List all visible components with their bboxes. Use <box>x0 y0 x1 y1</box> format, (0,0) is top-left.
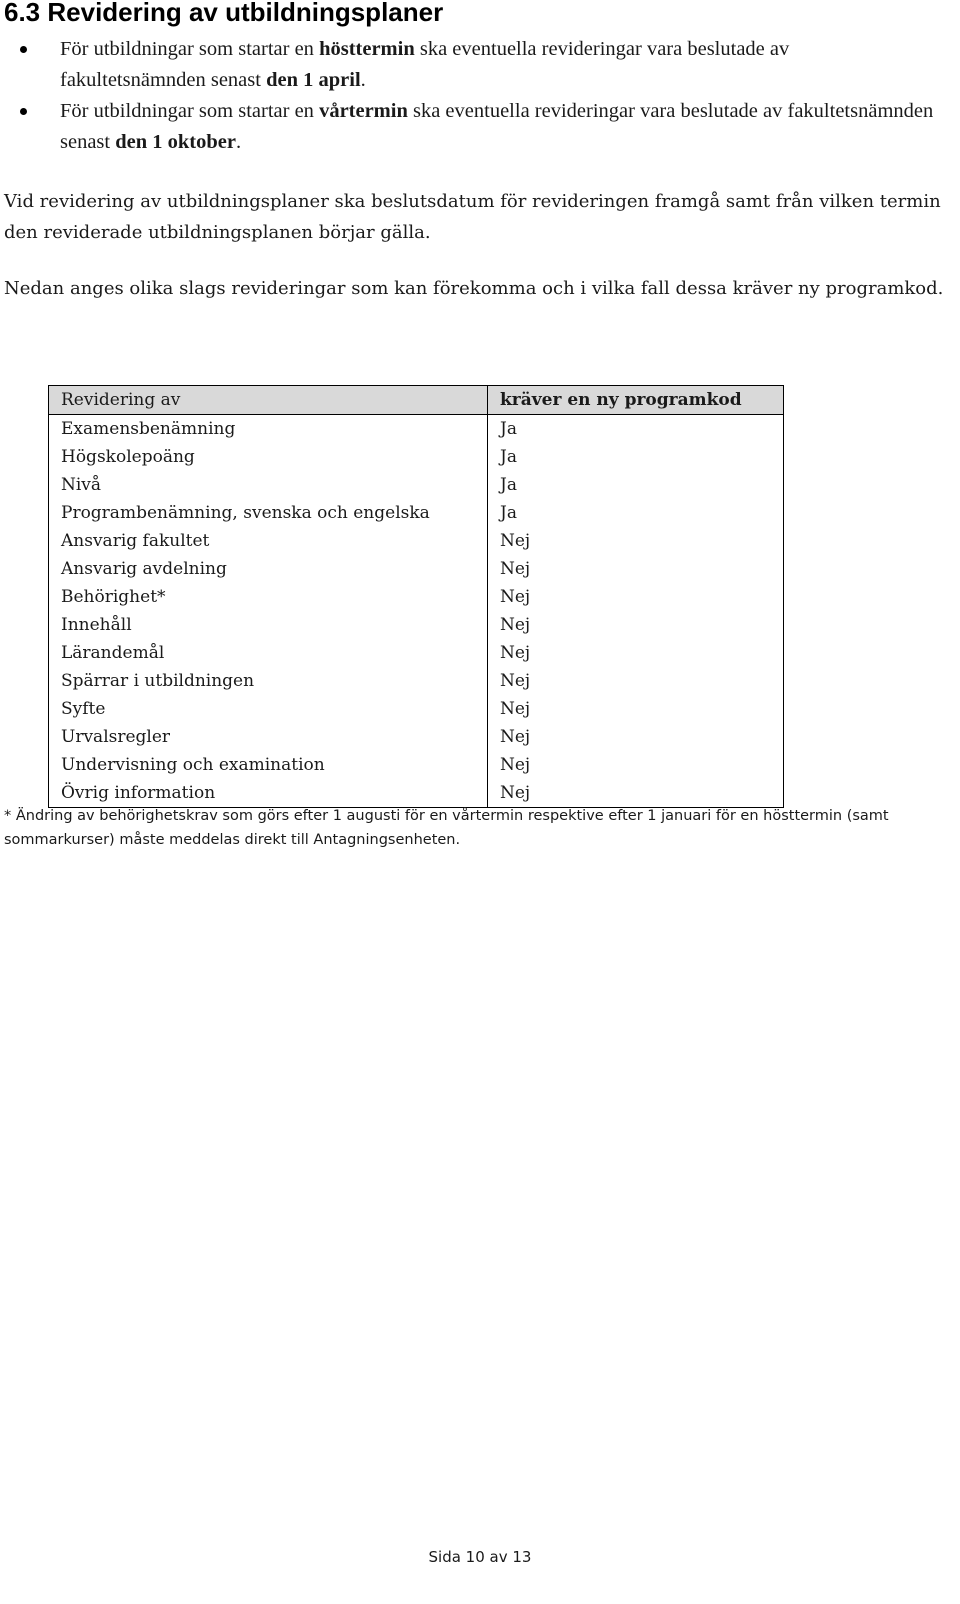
table-row <box>49 695 784 723</box>
bullet-date: den 1 april <box>266 69 361 91</box>
deadline-list <box>0 34 960 158</box>
requires-code-cell: Ja <box>488 415 784 444</box>
revision-cell: Urvalsregler <box>49 723 488 751</box>
revision-cell: Innehåll <box>49 611 488 639</box>
bullet-date: den 1 oktober <box>115 131 236 153</box>
revision-date-paragraph: Vid revidering av utbildningsplaner ska beslutsdatum för revideringen framgå samt från vilken termin den reviderade utbildningsplanen börjar gälla. <box>4 191 941 243</box>
bullet-text: För utbildningar som startar en <box>60 100 320 122</box>
table-row <box>49 415 784 444</box>
table-header-row <box>49 386 784 415</box>
bullet-icon <box>20 46 27 53</box>
bullet-text: . <box>360 69 366 91</box>
bullet-text: ska eventuella revideringar vara beslutade av fakultetsnämnden senast <box>60 100 934 153</box>
revision-cell: Behörighet* <box>49 583 488 611</box>
table-row <box>49 555 784 583</box>
bullet-term: vårtermin <box>319 100 408 122</box>
table-row <box>49 499 784 527</box>
table-row <box>49 443 784 471</box>
table-row <box>49 639 784 667</box>
revision-cell: Lärandemål <box>49 639 488 667</box>
revision-cell: Ansvarig fakultet <box>49 527 488 555</box>
revision-cell: Övrig information <box>49 779 488 808</box>
revision-cell: Högskolepoäng <box>49 443 488 471</box>
revision-cell: Spärrar i utbildningen <box>49 667 488 695</box>
requires-code-cell: Nej <box>488 555 784 583</box>
revision-cell: Undervisning och examination <box>49 751 488 779</box>
requires-code-cell: Nej <box>488 583 784 611</box>
bullet-term: hösttermin <box>319 38 415 60</box>
revision-cell: Ansvarig avdelning <box>49 555 488 583</box>
table-row <box>49 527 784 555</box>
revision-cell: Programbenämning, svenska och engelska <box>49 499 488 527</box>
list-item <box>0 96 940 158</box>
bullet-text: För utbildningar som startar en <box>60 38 320 60</box>
table-row <box>49 611 784 639</box>
requires-code-cell: Nej <box>488 779 784 808</box>
requires-code-cell: Ja <box>488 499 784 527</box>
table-row <box>49 723 784 751</box>
requires-code-cell: Ja <box>488 471 784 499</box>
requires-code-cell: Nej <box>488 751 784 779</box>
table-row <box>49 667 784 695</box>
requires-code-cell: Ja <box>488 443 784 471</box>
requires-code-cell: Nej <box>488 527 784 555</box>
list-item <box>0 34 940 96</box>
revision-cell: Examensbenämning <box>49 415 488 444</box>
requires-code-cell: Nej <box>488 639 784 667</box>
revision-cell: Nivå <box>49 471 488 499</box>
page-number: Sida 10 av 13 <box>428 1548 532 1566</box>
revision-cell: Syfte <box>49 695 488 723</box>
bullet-text: ska eventuella revideringar vara beslutade av fakultetsnämnden senast <box>60 38 790 91</box>
revision-table <box>48 385 784 808</box>
bullet-icon <box>20 108 27 115</box>
section-heading: 6.3 Revidering av utbildningsplaner <box>4 0 444 27</box>
column-header-revision: Revidering av <box>49 386 488 415</box>
requires-code-cell: Nej <box>488 667 784 695</box>
table-row <box>49 583 784 611</box>
table-row <box>49 471 784 499</box>
requires-code-cell: Nej <box>488 723 784 751</box>
table-body <box>49 415 784 808</box>
revision-types-paragraph: Nedan anges olika slags revideringar som kan förekomma och i vilka fall dessa kräver ny programkod. <box>4 278 944 299</box>
bullet-text: . <box>235 131 242 153</box>
column-header-new-code: kräver en ny programkod <box>488 386 784 415</box>
footnote: * Ändring av behörighetskrav som görs efter 1 augusti för en vårtermin respektive efter 1 januari för en hösttermin (samt sommarkurser) måste meddelas direkt till Antagningsenheten. <box>4 808 889 848</box>
requires-code-cell: Nej <box>488 611 784 639</box>
table-row <box>49 751 784 779</box>
requires-code-cell: Nej <box>488 695 784 723</box>
